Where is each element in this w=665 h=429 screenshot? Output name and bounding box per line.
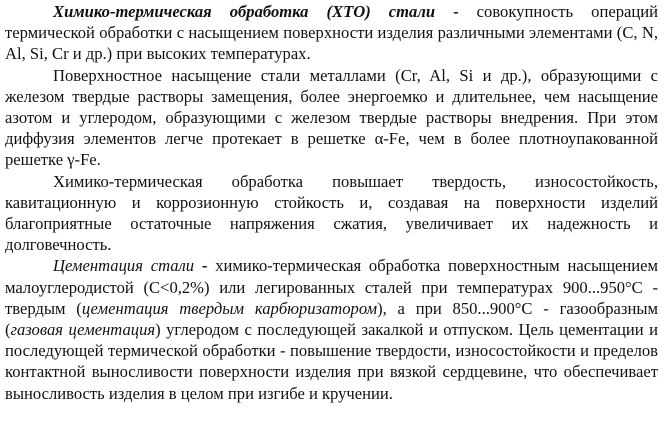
- paragraph-text: Химико-термическая обработка повышает твердость, износостойкость, кавитационную и коррозионную стойкость и, создавая на поверхности изделий благоприятные остаточные напряжения сжатия, увеличивает их надежность и долговечность.: [5, 171, 658, 255]
- paragraph-text: Поверхностное насыщение стали металлами (Cr, Al, Si и др.), образующими с железом твердые растворы замещения, более энергоемко и длительнее, чем насыщение азотом и углеродом, образующими с железом твердые растворы внедрения. При этом диффузия элементов легче протекает в решетке α-Fe, чем в более плотноупакованной решетке γ-Fe.: [5, 65, 658, 170]
- term-cementation: Цементация стали: [53, 256, 195, 276]
- paragraph-xto-definition: [5, 1, 658, 65]
- term-dash: -: [194, 256, 216, 276]
- paragraph-xto-benefits: [5, 171, 658, 256]
- term-xto: Химико-термическая обработка (ХТО) стали: [53, 2, 436, 21]
- term-dash: -: [435, 2, 477, 21]
- italic-solid-carburizer: цементация твердым карбюризатором: [81, 298, 378, 318]
- paragraph-cementation: [5, 255, 658, 403]
- paragraph-metal-saturation: [5, 65, 658, 171]
- italic-gas-cementation: газовая цементация: [10, 320, 156, 340]
- paragraph-text-part-3: ) углеродом с последующей закалкой и отпуском. Цель цементации и последующей термической обработки - повышение твердости, износостойкости и пределов контактной выносливости поверхности изделия при вязкой сердцевине, что обеспечивает выносливость изделия в целом при изгибе и кручении.: [5, 320, 658, 403]
- paragraph-text-part-1: химико-термическая обработка поверхностным насыщением малоуглеродистой (C<0,2%) или легированных сталей при температурах 900...950°C - твердым (: [5, 256, 658, 318]
- definition-text: совокупность операций термической обработки с насыщением поверхности изделия различными элементами (C, N, Al, Si, Cr и др.) при высоких температурах.: [5, 2, 658, 64]
- paragraph-text-part-2: ), а при 850...900°C - газообразным (: [5, 298, 658, 340]
